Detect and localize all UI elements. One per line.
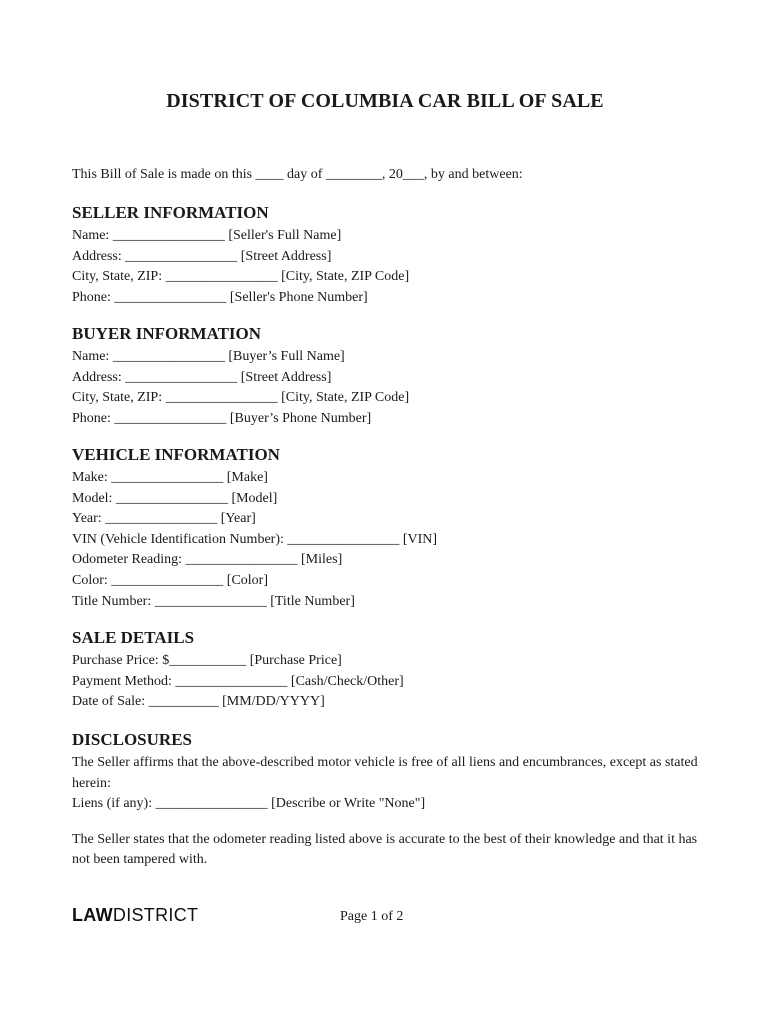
buyer-name-line: Name: ________________ [Buyer’s Full Name]: [72, 349, 345, 364]
seller-phone-line: Phone: ________________ [Seller's Phone Number]: [72, 289, 368, 305]
page-number: Page 1 of 2: [340, 909, 404, 924]
buyer-phone-line: Phone: ________________ [Buyer’s Phone Number]: [72, 410, 372, 426]
sale-heading: SALE DETAILS: [72, 628, 195, 647]
seller-city-line: City, State, ZIP: ________________ [City, State, ZIP Code]: [72, 269, 410, 285]
vehicle-make-line: Make: ________________ [Make]: [72, 470, 268, 485]
seller-address-line: Address: ________________ [Street Address]: [72, 248, 332, 264]
seller-section: [72, 202, 702, 308]
seller-name-line: Name: ________________ [Seller's Full Name]: [72, 228, 342, 243]
buyer-heading: BUYER INFORMATION: [72, 324, 262, 343]
intro-line: This Bill of Sale is made on this ____ day of ________, 20___, by and between:: [72, 167, 523, 182]
liens-affirmation-paragraph: The Seller affirms that the above-described motor vehicle is free of all liens and encumbrances, except as stated herein:: [72, 755, 698, 791]
vehicle-heading: VEHICLE INFORMATION: [72, 445, 280, 464]
vehicle-section: [72, 444, 702, 612]
odometer-statement-paragraph: The Seller states that the odometer reading listed above is accurate to the best of their knowledge and that it has not been tampered with.: [72, 831, 698, 868]
liens-line: Liens (if any): ________________ [Describe or Write "None"]: [72, 796, 426, 812]
sale-price-line: Purchase Price: $___________ [Purchase Price]: [72, 653, 342, 668]
sale-section: [72, 627, 702, 713]
disclosures-section: [72, 729, 702, 871]
sale-date-line: Date of Sale: __________ [MM/DD/YYYY]: [72, 694, 325, 710]
buyer-address-line: Address: ________________ [Street Address]: [72, 369, 332, 385]
vehicle-odometer-line: Odometer Reading: ________________ [Miles]: [72, 552, 343, 568]
seller-heading: SELLER INFORMATION: [72, 203, 269, 222]
lawdistrict-logo: LAWDISTRICT: [72, 905, 199, 925]
vehicle-vin-line: VIN (Vehicle Identification Number): ________________ [VIN]: [72, 531, 438, 547]
vehicle-title-number-line: Title Number: ________________ [Title Number]: [72, 593, 355, 609]
document-title: DISTRICT OF COLUMBIA CAR BILL OF SALE: [166, 90, 604, 112]
disclosures-heading: DISCLOSURES: [72, 730, 192, 749]
vehicle-year-line: Year: ________________ [Year]: [72, 511, 256, 527]
buyer-city-line: City, State, ZIP: ________________ [City, State, ZIP Code]: [72, 390, 410, 406]
buyer-section: [72, 323, 702, 429]
vehicle-model-line: Model: ________________ [Model]: [72, 490, 278, 506]
sale-payment-line: Payment Method: ________________ [Cash/Check/Other]: [72, 673, 404, 689]
vehicle-color-line: Color: ________________ [Color]: [72, 572, 268, 588]
